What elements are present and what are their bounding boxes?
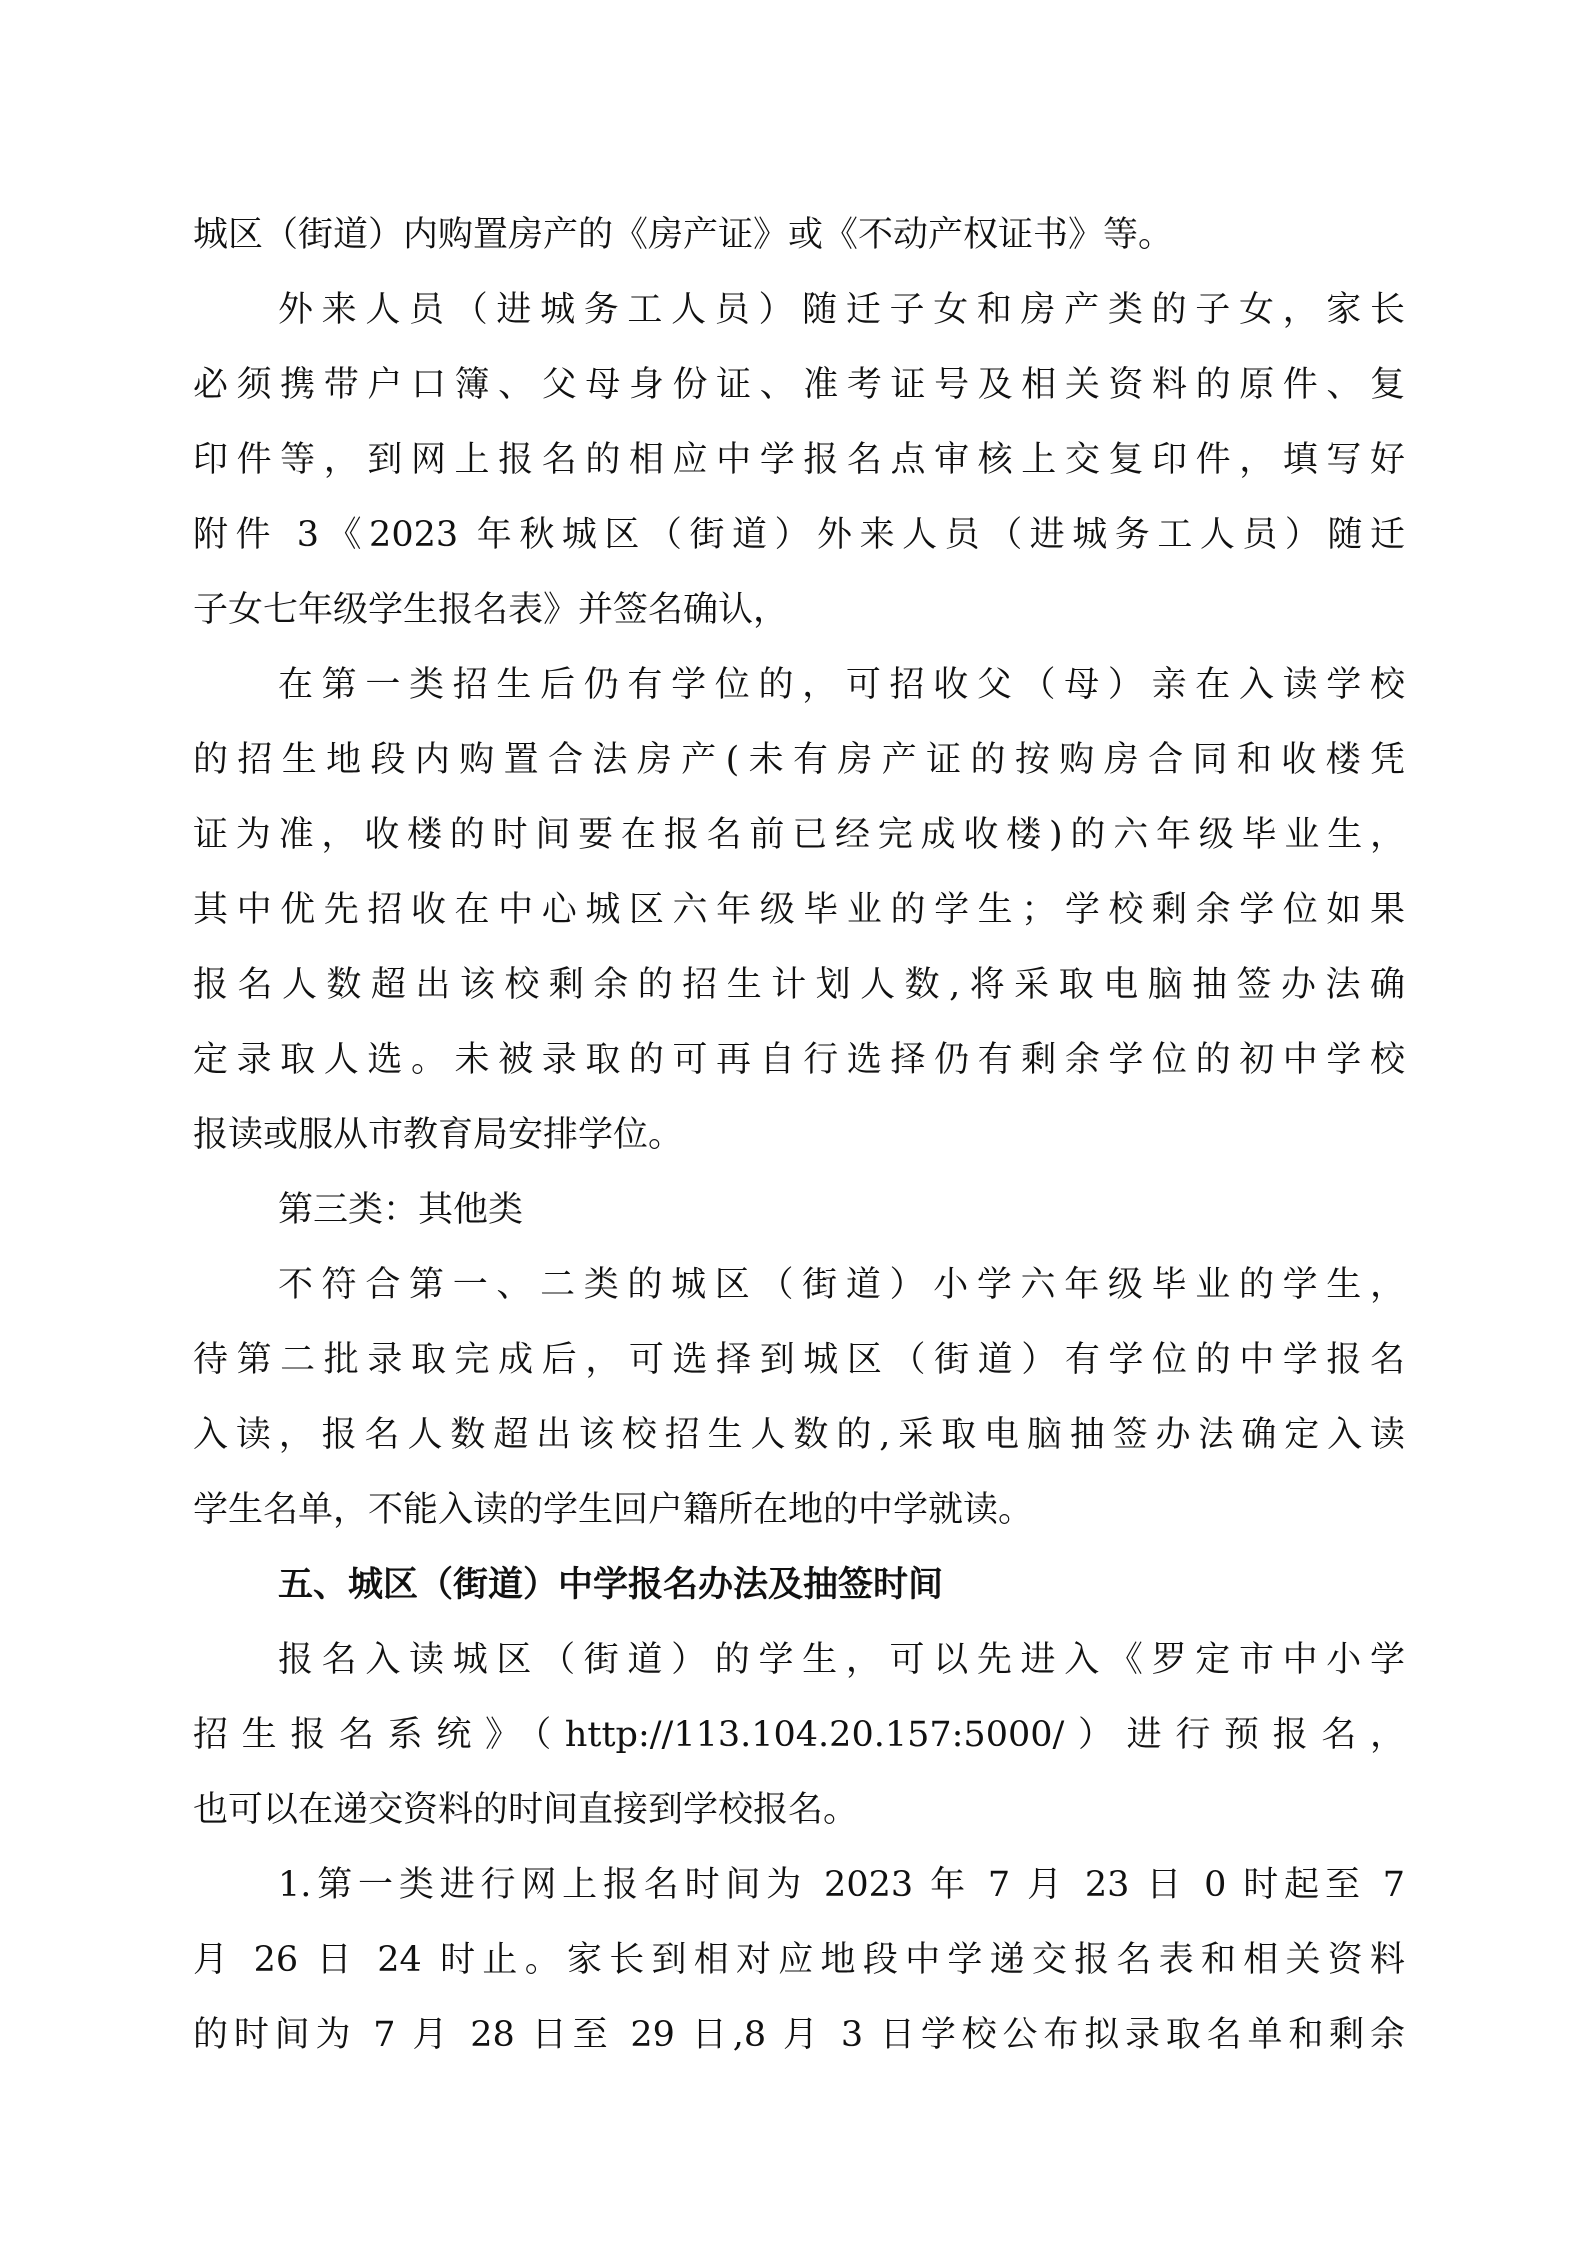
paragraph-line: 报名人数超出该校剩余的招生计划人数,将采取电脑抽签办法确 xyxy=(193,965,1405,1005)
paragraph-line: 在第一类招生后仍有学位的，可招收父（母）亲在入读学校 xyxy=(278,665,1405,705)
paragraph-line: 证为准，收楼的时间要在报名前已经完成收楼)的六年级毕业生， xyxy=(193,815,1405,855)
paragraph-line: 附件 3《2023 年秋城区（街道）外来人员（进城务工人员）随迁 xyxy=(193,515,1405,555)
paragraph-line: 月 26 日 24 时止。家长到相对应地段中学递交报名表和相关资料 xyxy=(193,1940,1405,1980)
paragraph-line: 印件等，到网上报名的相应中学报名点审核上交复印件，填写好 xyxy=(193,440,1405,480)
paragraph-line: 子女七年级学生报名表》并签名确认， xyxy=(193,590,789,630)
paragraph-line: 不符合第一、二类的城区（街道）小学六年级毕业的学生， xyxy=(278,1265,1405,1305)
paragraph-line: 的招生地段内购置合法房产(未有房产证的按购房合同和收楼凭 xyxy=(193,740,1405,780)
paragraph-line: 学生名单，不能入读的学生回户籍所在地的中学就读。 xyxy=(193,1490,1034,1530)
paragraph-line: 其中优先招收在中心城区六年级毕业的学生；学校剩余学位如果 xyxy=(193,890,1405,930)
paragraph-line: 定录取人选。未被录取的可再自行选择仍有剩余学位的初中学校 xyxy=(193,1040,1405,1080)
paragraph-line: 待第二批录取完成后，可选择到城区（街道）有学位的中学报名 xyxy=(193,1340,1405,1380)
paragraph-line: 报读或服从市教育局安排学位。 xyxy=(193,1115,684,1155)
paragraph-line: 也可以在递交资料的时间直接到学校报名。 xyxy=(193,1790,859,1830)
paragraph-line: 报名入读城区（街道）的学生，可以先进入《罗定市中小学 xyxy=(278,1640,1405,1680)
category-heading: 第三类：其他类 xyxy=(278,1190,524,1230)
section-heading: 五、城区（街道）中学报名办法及抽签时间 xyxy=(278,1565,944,1605)
paragraph-line: 的时间为 7 月 28 日至 29 日,8 月 3 日学校公布拟录取名单和剩余 xyxy=(193,2015,1405,2055)
paragraph-line: 必须携带户口簿、父母身份证、准考证号及相关资料的原件、复 xyxy=(193,365,1405,405)
paragraph-line: 招生报名系统》（http://113.104.20.157:5000/）进行预报名， xyxy=(193,1715,1405,1755)
paragraph-line: 外来人员（进城务工人员）随迁子女和房产类的子女，家长 xyxy=(278,290,1405,330)
paragraph-line: 1.第一类进行网上报名时间为 2023 年 7 月 23 日 0 时起至 7 xyxy=(278,1865,1405,1905)
paragraph-line: 入读，报名人数超出该校招生人数的,采取电脑抽签办法确定入读 xyxy=(193,1415,1405,1455)
paragraph-line: 城区（街道）内购置房产的《房产证》或《不动产权证书》等。 xyxy=(193,215,1174,255)
